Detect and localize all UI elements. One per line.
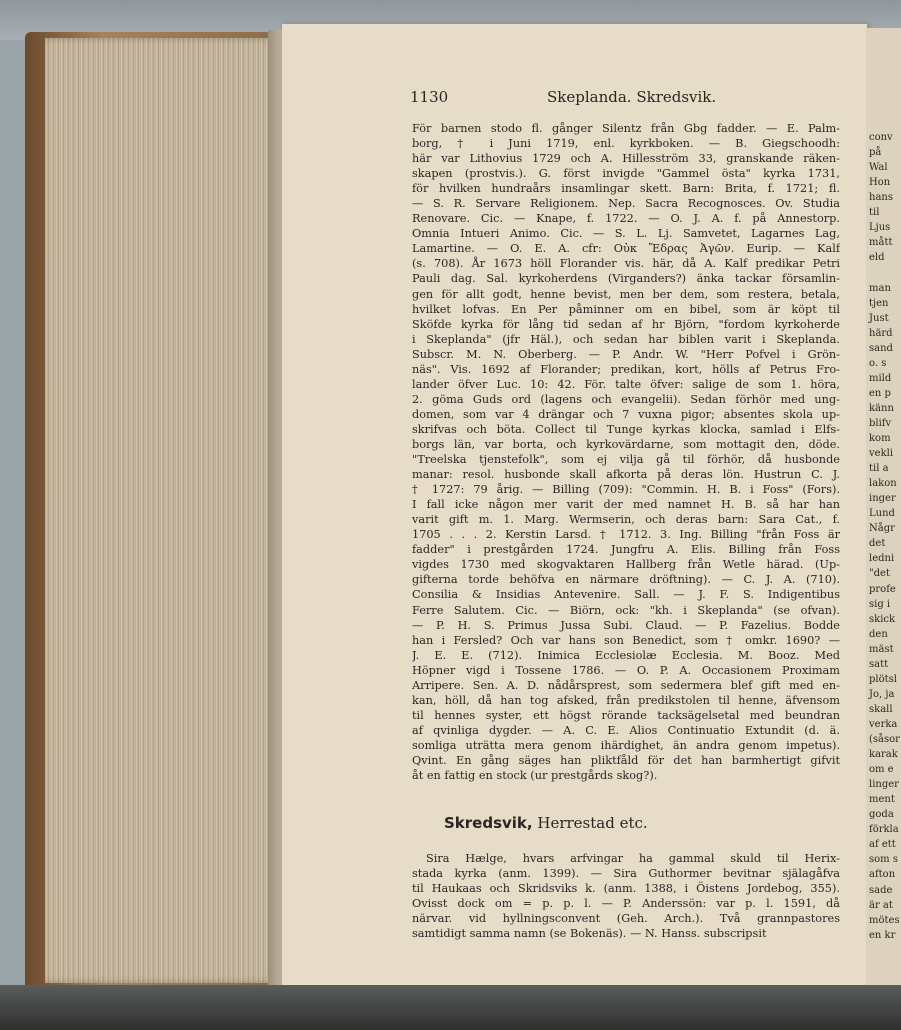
text-line: gen för allt godt, henne bevist, men ber dem, som restera, betala, (412, 287, 840, 301)
right-page-fragment: Hon (869, 177, 891, 189)
text-line: manar: resol. husbonde skall afkorta på deras lön. Hustrun C. J. (412, 468, 840, 482)
text-line: näs". Vis. 1692 af Florander; predikan, kort, hölls af Petrus Fro- (412, 362, 840, 376)
right-page-fragment: om e (869, 764, 894, 776)
text-line: fadder" i prestgården 1724. Jungfru A. Elis. Billing från Foss (412, 543, 840, 557)
text-line: skapen (prostvis.). G. först invigde "Gammel östa" kyrka 1731, (412, 167, 840, 181)
text-line: närvar. vid hyllningsconvent (Geh. Arch.). Två grannpastores (412, 912, 840, 926)
right-page-fragment: förkla (869, 824, 899, 836)
text-line: stada kyrka (anm. 1399). — Sira Guthormer bevitnar själagåfva (412, 867, 840, 881)
right-page-fragment: det (869, 538, 886, 550)
right-page-fragment: är at (869, 899, 893, 911)
body-text (412, 121, 840, 941)
text-line: vigdes 1730 med skogvaktaren Hallberg från Wetle härad. (Up- (412, 558, 840, 572)
text-line: — S. R. Servare Religionem. Nep. Sacra Recognosces. Ov. Studia (412, 197, 840, 211)
text-line: somliga uträtta mera genom ihärdighet, än andra genom impetus). (412, 738, 840, 752)
text-line: til Haukaas och Skridsviks k. (anm. 1388, i Öistens Jordebog, 355). (412, 882, 840, 896)
text-line: Ferre Salutem. Cic. — Biörn, ock: "kh. i Skeplanda" (se ofvan). (412, 603, 840, 617)
text-line: här var Lithovius 1729 och A. Hillesström 33, granskande räken- (412, 152, 840, 166)
text-line: lander öfver Luc. 10: 42. För. talte öfver: salige de som 1. höra, (412, 377, 840, 391)
right-page-fragment: af ett (869, 839, 896, 851)
right-page-fragment: karak (869, 749, 898, 761)
text-line: Arripere. Sen. A. D. nådårsprest, som sedermera blef gift med en- (412, 678, 840, 692)
text-line: hvilket lofvas. En Per påminner om en bibel, som är köpt til (412, 302, 840, 316)
text-line: af qvinliga dygder. — A. C. E. Alios Continuatio Extundit (d. ä. (412, 723, 840, 737)
right-page-fragment: goda (869, 809, 894, 821)
right-page-fragment: satt (869, 658, 889, 670)
right-page-fragment: härd (869, 327, 893, 339)
right-page-fragment: "det (869, 568, 890, 580)
right-page-fragment: på (869, 147, 882, 159)
text-line: Lamartine. — O. E. A. cfr: Οὐκ Ἔδρας Ἀγῶν. Eurip. — Kalf (412, 242, 840, 256)
right-page-fragment: kom (869, 433, 891, 444)
right-page-fragment: vekli (869, 448, 894, 460)
right-page-fragment: sig i (869, 598, 891, 610)
text-line: för hvilken hundraårs insamlingar skett. Barn: Brita, f. 1721; fl. (412, 182, 840, 196)
text-line: åt en fattig en stock (ur prestgårds skog?). (412, 769, 658, 783)
right-page-fragment: conv (869, 132, 893, 143)
text-line: Sköfde kyrka för lång tid sedan af hr Björn, "fordom kyrkoherde (412, 317, 840, 331)
text-line: — P. H. S. Primus Jussa Subi. Claud. — P. Fazelius. Bodde (412, 618, 840, 632)
right-page-fragment: inger (869, 493, 896, 505)
text-line: "Treelska tjenstefolk", som ej vilja gå til förhör, då husbonde (412, 453, 840, 467)
right-page-fragment: Just (869, 312, 889, 324)
right-page-fragment: som s (869, 854, 898, 866)
text-line: gifterna torde behöfva en närmare dröftning). — C. J. A. (710). (412, 573, 840, 587)
background-bottom (0, 985, 901, 1030)
right-page-fragment: blifv (869, 417, 892, 429)
text-line: Pauli dag. Sal. kyrkoherdens (Virganders?) änka tackar församlin- (412, 272, 840, 286)
page-edges (45, 38, 277, 983)
text-line: borg, † i Juni 1719, enl. kyrkboken. — B. Giegschoodh: (412, 137, 840, 151)
text-line: domen, som var 4 drängar och 7 vuxna pigor; absentes skola up- (412, 407, 840, 421)
text-line: Renovare. Cic. — Knape, f. 1722. — O. J. A. f. på Annestorp. (412, 212, 840, 226)
right-page-fragment: Jo, ja (869, 688, 895, 700)
right-page-fragment: Någr (869, 523, 895, 535)
right-page-fragment: sand (869, 342, 893, 354)
page-number: 1130 (410, 88, 449, 106)
right-page-fragment: lakon (869, 478, 897, 490)
section-title: Skredsvik, (444, 814, 533, 833)
text-line: varit gift m. 1. Marg. Wermserin, och deras barn: Sara Cat., f. (412, 513, 840, 527)
text-line: skrifvas och böta. Collect til Tunge kyrkas klocka, samlad i Elfs- (412, 422, 840, 436)
right-page-fragment: en kr (869, 929, 896, 941)
right-page-fragment: mild (869, 372, 892, 384)
section-heading (444, 813, 840, 833)
text-line: kan, höll, då han tog afsked, från predikstolen til henne, äfvensom (412, 693, 840, 707)
text-line: (s. 708). År 1673 höll Florander vis. här, då A. Kalf predikar Petri (412, 257, 840, 271)
text-line: För barnen stodo fl. gånger Silentz från Gbg fadder. — E. Palm- (412, 122, 840, 135)
right-page-fragment: Wal (869, 162, 888, 174)
right-page-fragment: man (869, 282, 891, 294)
text-line: Subscr. M. N. Oberberg. — P. Andr. W. "Herr Pofvel i Grön- (412, 347, 840, 361)
right-page-fragment: o. s (869, 357, 887, 369)
right-page-fragment: Ljus (869, 222, 891, 234)
text-line: Consilia & Insidias Antevenire. Sall. — J. F. S. Indigentibus (412, 588, 840, 602)
right-page-fragment: mäst (869, 643, 894, 655)
right-page-fragment: mått (869, 237, 893, 249)
text-line: Ovisst dock om = p. p. l. — P. Anderssön: var p. l. 1591, då (412, 897, 840, 911)
text-line: J. E. E. (712). Inimica Ecclesiolæ Ecclesia. M. Booz. Med (412, 648, 840, 662)
text-line: i Skeplanda" (jfr Häl.), och sedan har biblen varit i Skeplanda. (412, 332, 840, 346)
right-page-fragment: profe (869, 583, 896, 595)
text-line: I fall icke någon mer varit der med namnet H. B. så har han (412, 498, 840, 512)
main-paragraph (412, 121, 840, 783)
right-page-fragment: skick (869, 613, 896, 625)
text-line: Qvint. En gång säges han pliktfåld för det han barmhertigt gifvit (412, 753, 840, 767)
right-page-fragment: den (869, 628, 888, 640)
right-page-fragment: linger (869, 779, 899, 791)
right-page-fragment: sade (869, 884, 893, 896)
right-page-fragment: plötsl (869, 673, 897, 685)
text-line: 1705 . . . 2. Kerstin Larsd. † 1712. 3. Ing. Billing "från Foss är (412, 528, 840, 542)
right-page (866, 28, 901, 988)
text-line: til hennes syster, ett högst rörande tacksägelsetal med beundran (412, 708, 840, 722)
running-title: Skeplanda. Skredsvik. (547, 88, 717, 106)
section-paragraph (412, 851, 840, 941)
text-line: Omnia Intueri Animo. Cic. — S. L. Lj. Samvetet, Lagarnes Lag, (412, 227, 840, 241)
text-line: Sira Hælge, hvars arfvingar ha gammal skuld til Herix- (426, 852, 840, 866)
right-page-fragment: tjen (869, 297, 889, 309)
text-line: Höpner vigd i Tossene 1786. — O. P. A. Occasionem Proximam (412, 663, 840, 677)
right-page-fragment: (såsor (869, 734, 900, 745)
text-line: 2. göma Guds ord (lagens och evangelii). Sedan förhör med ung- (412, 392, 840, 406)
right-page-fragment: ledni (869, 553, 895, 565)
right-page-fragment: mötes (869, 914, 900, 926)
text-line: borgs län, var borta, och kyrkovärdarne, som mottagit den, döde. (412, 437, 840, 451)
right-page-fragment: känn (869, 402, 894, 414)
right-page-fragment: Lund (869, 508, 895, 520)
right-page-fragment: til (869, 207, 880, 219)
right-page-fragment: en p (869, 387, 891, 399)
right-page-fragment: hans (869, 192, 893, 204)
text-line: † 1727: 79 årig. — Billing (709): "Commin. H. B. i Foss" (Fors). (412, 483, 840, 497)
right-page-fragment: til a (869, 463, 889, 475)
right-page-fragment: afton (869, 869, 896, 881)
text-line: samtidigt samma namn (se Bokenäs). — N. Hanss. subscripsit (412, 927, 767, 941)
right-page-fragment: ment (869, 794, 895, 806)
right-page-fragment: verka (869, 718, 898, 730)
section-title-rest: Herrestad etc. (532, 814, 648, 833)
right-page-fragment: skall (869, 703, 893, 715)
right-page-fragment: eld (869, 252, 885, 264)
text-line: han i Fersled? Och var hans son Benedict, som † omkr. 1690? — (412, 633, 840, 647)
